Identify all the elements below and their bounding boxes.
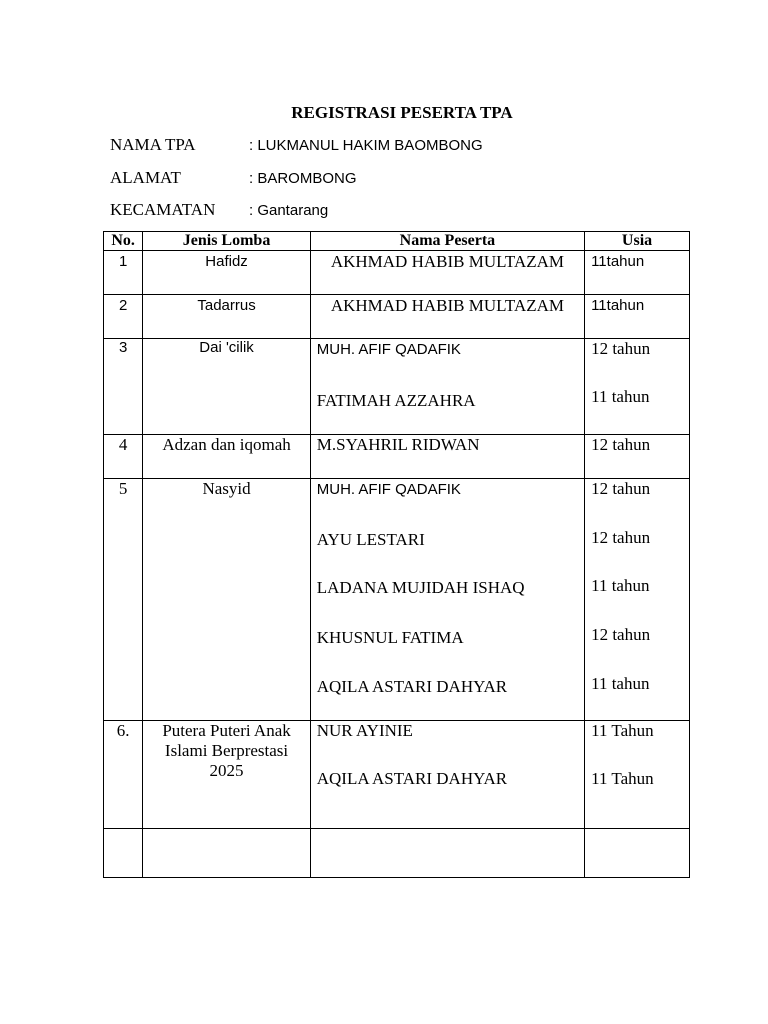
header-no: No.: [104, 232, 143, 251]
jenis-line: Islami Berprestasi: [164, 741, 289, 760]
cell-nama-group: [310, 479, 584, 721]
participant-name: AQILA ASTARI DAHYAR: [316, 769, 508, 788]
empty-cell: [310, 829, 584, 878]
table-row: [104, 435, 690, 479]
empty-cell: [585, 829, 690, 878]
cell-no: 1: [104, 251, 143, 295]
table-row: [104, 339, 690, 435]
info-value: : Gantarang: [249, 202, 329, 219]
participant-name: AYU LESTARI: [316, 530, 425, 549]
info-value: : LUKMANUL HAKIM BAOMBONG: [249, 137, 483, 154]
cell-usia-group: [585, 479, 690, 721]
cell-nama: M.SYAHRIL RIDWAN: [310, 435, 584, 479]
table-row: [104, 251, 690, 295]
participant-name: LADANA MUJIDAH ISHAQ: [316, 578, 525, 597]
table-row-empty: [104, 829, 690, 878]
info-row-kecamatan: [110, 200, 328, 220]
participant-name: KHUSNUL FATIMA: [316, 628, 464, 647]
cell-usia: 11tahun: [585, 295, 690, 339]
participant-age: 11 tahun: [591, 674, 650, 693]
header-jenis-lomba: Jenis Lomba: [143, 232, 310, 251]
participant-age: 12 tahun: [591, 528, 651, 547]
participant-age: 12 tahun: [591, 625, 651, 644]
info-row-nama-tpa: [110, 135, 483, 155]
participant-age: 12 tahun: [591, 479, 651, 498]
cell-jenis: Adzan dan iqomah: [143, 435, 310, 479]
participant-age: 11 Tahun: [591, 769, 654, 788]
info-row-alamat: [110, 168, 357, 188]
cell-jenis: [143, 721, 310, 829]
participant-name: NUR AYINIE: [316, 721, 413, 740]
cell-no: 5: [104, 479, 143, 721]
participant-name: MUH. AFIF QADAFIK: [316, 341, 461, 358]
participant-age: 11 Tahun: [591, 721, 654, 740]
participant-age: 11 tahun: [591, 576, 650, 595]
table-header-row: [104, 232, 690, 251]
participant-name: AQILA ASTARI DAHYAR: [316, 677, 508, 696]
cell-jenis: Dai 'cilik: [143, 339, 310, 435]
cell-no: 2: [104, 295, 143, 339]
table-row: [104, 721, 690, 829]
cell-nama-group: [310, 339, 584, 435]
participant-age: 11 tahun: [591, 387, 650, 406]
cell-nama-group: [310, 721, 584, 829]
jenis-line: Putera Puteri Anak: [162, 721, 291, 740]
cell-no: 6.: [104, 721, 143, 829]
registration-table: [103, 231, 690, 878]
cell-usia-group: [585, 339, 690, 435]
info-label: ALAMAT: [110, 168, 181, 187]
cell-nama: AKHMAD HABIB MULTAZAM: [310, 295, 584, 339]
cell-no: 4: [104, 435, 143, 479]
table-row: [104, 479, 690, 721]
empty-cell: [104, 829, 143, 878]
participant-age: 12 tahun: [591, 339, 651, 358]
info-label: NAMA TPA: [110, 135, 196, 154]
cell-usia-group: [585, 721, 690, 829]
cell-nama: AKHMAD HABIB MULTAZAM: [310, 251, 584, 295]
page-title: REGISTRASI PESERTA TPA: [291, 103, 513, 122]
header-usia: Usia: [585, 232, 690, 251]
info-label: KECAMATAN: [110, 200, 216, 219]
info-value: : BAROMBONG: [249, 170, 357, 187]
header-nama-peserta: Nama Peserta: [310, 232, 584, 251]
cell-jenis: Nasyid: [143, 479, 310, 721]
table-row: [104, 295, 690, 339]
empty-cell: [143, 829, 310, 878]
cell-no: 3: [104, 339, 143, 435]
cell-jenis: Tadarrus: [143, 295, 310, 339]
participant-name: MUH. AFIF QADAFIK: [316, 481, 461, 498]
jenis-line: 2025: [209, 761, 244, 780]
cell-jenis: Hafidz: [143, 251, 310, 295]
cell-usia: 11tahun: [585, 251, 690, 295]
cell-usia: 12 tahun: [585, 435, 690, 479]
participant-name: FATIMAH AZZAHRA: [316, 391, 476, 410]
